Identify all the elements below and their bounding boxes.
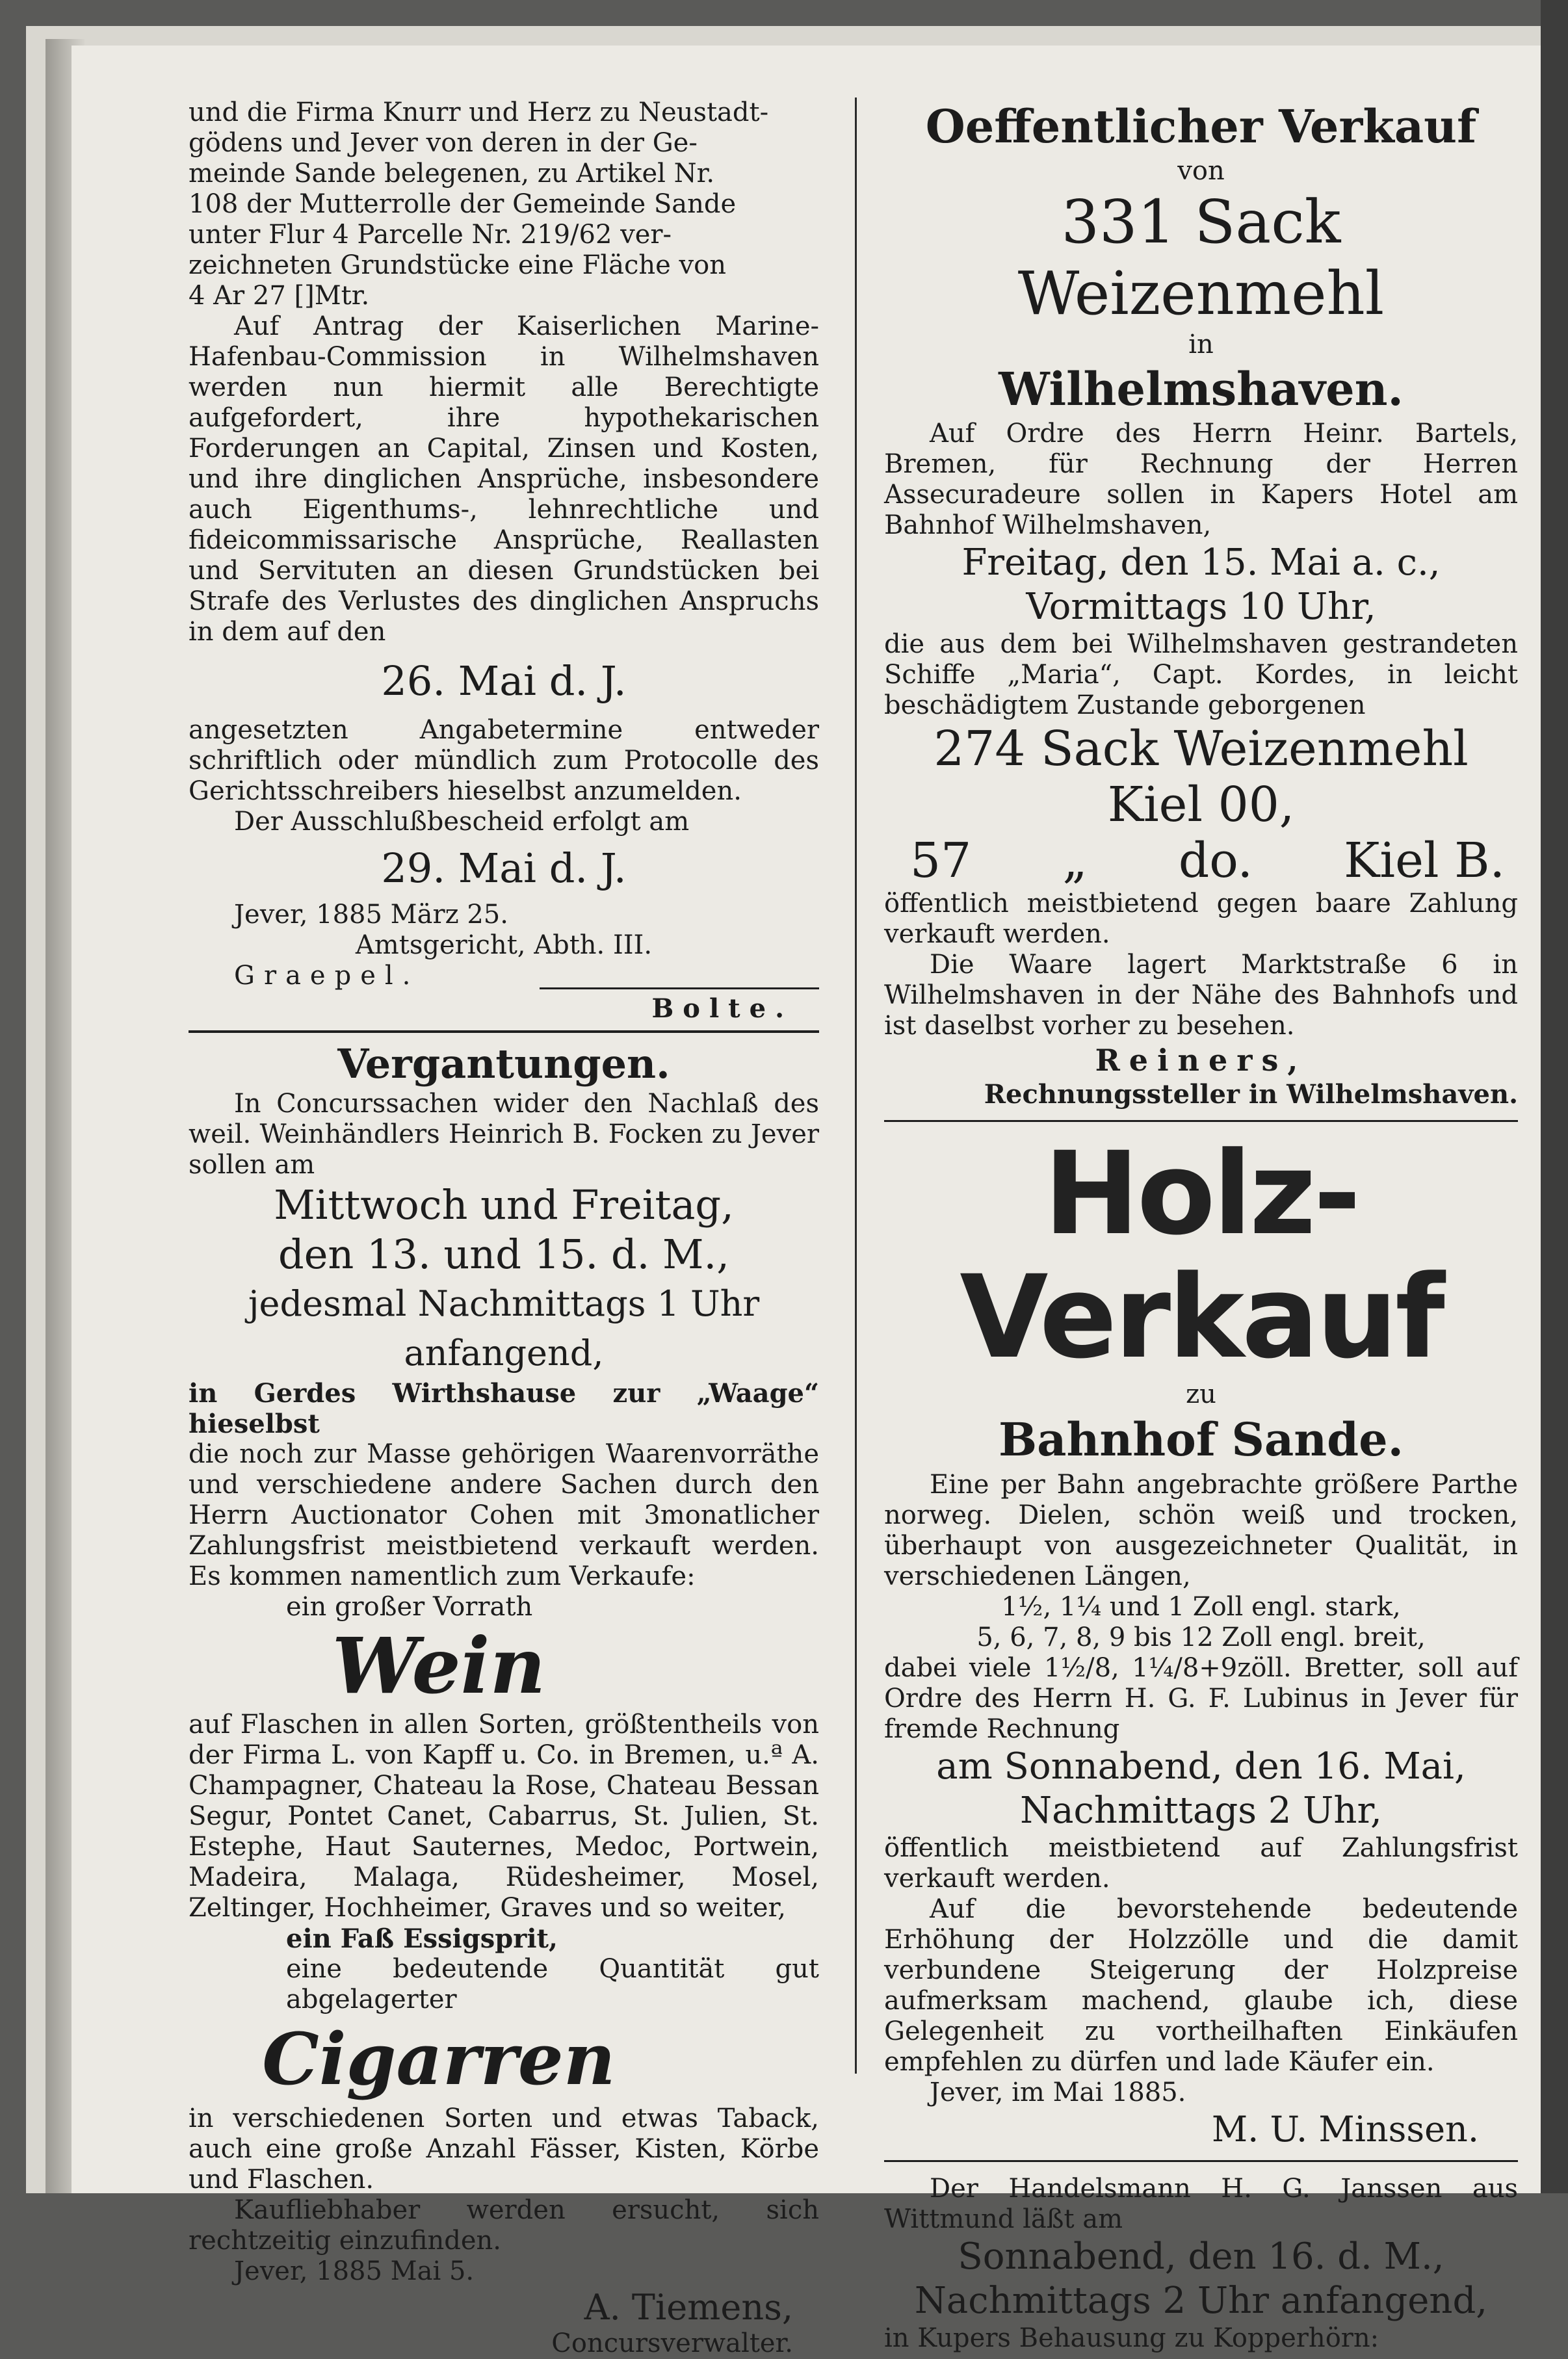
sale-date: am Sonnabend, den 16. Mai,	[936, 1745, 1466, 1788]
continuation-notice	[189, 98, 819, 311]
text-line: gödens und Jever von deren in der Ge-	[189, 128, 698, 158]
quantitaet-line: eine bedeutende Quantität gut abgelagerter	[286, 1954, 819, 2014]
paragraph-parthe: Eine per Bahn angebrachte größere Parthe norweg. Dielen, schön weiß und trocken, überhaupt von ausgezeichneter Qualität, in verschiedenen Längen,	[884, 1470, 1518, 1591]
section-divider	[189, 1030, 819, 1033]
signer-title: Concursverwalter.	[551, 2328, 793, 2358]
auction-time: jedesmal Nachmittags 1 Uhr anfangend,	[248, 1283, 760, 1374]
size-line: 1½, 1¼ und 1 Zoll engl. stark,	[1001, 1592, 1401, 1622]
cigarren-heading: Cigarren	[262, 2017, 616, 2101]
signer: A. Tiemens,	[584, 2287, 793, 2328]
text-line: zeichneten Grundstücke eine Fläche von	[189, 250, 726, 280]
ad-location: Bahnhof Sande.	[998, 1413, 1404, 1466]
signature-rule	[540, 987, 819, 989]
sale-time: Vormittags 10 Uhr,	[1026, 586, 1376, 628]
connector-word: von	[1177, 156, 1225, 186]
paragraph-angesetzt: angesetzten Angabetermine entweder schriftlich oder mündlich zum Protocolle des Gerichtsschreibers hieselbst anzumelden.	[189, 715, 819, 806]
holz-verkauf-heading: Holz-Verkauf	[960, 1127, 1443, 1384]
lot-line: 274 Sack Weizenmehl Kiel 00,	[934, 721, 1469, 833]
ausschluss-line: Der Ausschlußbescheid erfolgt am	[234, 807, 690, 837]
ad-location: Wilhelmshaven.	[999, 362, 1404, 416]
date-heading: 29. Mai d. J.	[381, 844, 627, 892]
signer: Graepel.	[234, 961, 420, 991]
scan-border	[1541, 0, 1568, 2193]
paragraph-oeffentlich: öffentlich meistbietend gegen baare Zahlung verkauft werden.	[884, 889, 1518, 949]
paragraph-janssen: Der Handelsmann H. G. Janssen aus Wittmund läßt am	[884, 2174, 1518, 2234]
text-line: 4 Ar 27 []Mtr.	[189, 281, 370, 311]
section-divider	[884, 2160, 1518, 2162]
paragraph-ordre: Auf Ordre des Herrn Heinr. Bartels, Bremen, für Rechnung der Herren Assecuradeure sollen in Kapers Hotel am Bahnhof Wilhelmshaven,	[884, 419, 1518, 540]
right-column	[884, 98, 1518, 2354]
sale-time: Nachmittags 2 Uhr anfangend,	[914, 2280, 1488, 2322]
signer: M. U. Minssen.	[1211, 2109, 1479, 2150]
ditto-mark: „	[1062, 833, 1088, 889]
vorrath-line: ein großer Vorrath	[286, 1592, 533, 1622]
paragraph-antrag: Auf Antrag der Kaiserlichen Marine-Hafenbau-Commission in Wilhelmshaven werden nun hiermit alle Berechtigte aufgefordert, ihre hypothekarischen Forderungen an Capital, Zinsen und Kosten, und ihre dinglichen Ansprüche, insbesondere auch Eigenthums-, lehnrechtliche und fideicommissarische Ansprüche, Reallasten und Servituten an diesen Grundstücken bei Strafe des Verlustes des dinglichen Anspruchs in dem auf den	[189, 311, 819, 647]
ad-title: Oeffentlicher Verkauf	[925, 99, 1477, 153]
auction-dates: den 13. und 15. d. M.,	[278, 1231, 729, 1278]
signer: Reiners,	[1095, 1043, 1307, 1078]
left-column	[189, 98, 819, 2359]
paragraph-bretter: dabei viele 1½/8, 1¼/8+9zöll. Bretter, soll auf Ordre des Herrn H. G. F. Lubinus in Jever für fremde Rechnung	[884, 1653, 1518, 1744]
essig-line: ein Faß Essigsprit,	[286, 1923, 558, 1954]
paragraph-schiffe: die aus dem bei Wilhelmshaven gestrandeten Schiffe „Maria“, Capt. Kordes, in leicht beschädigtem Zustande geborgenen	[884, 629, 1518, 720]
signer-title: Rechnungssteller in Wilhelmshaven.	[984, 1079, 1518, 1110]
court-line: Amtsgericht, Abth. III.	[355, 930, 653, 960]
place-date: Jever, im Mai 1885.	[930, 2078, 1186, 2107]
text-line: unter Flur 4 Parcelle Nr. 219/62 ver-	[189, 220, 672, 250]
text-line: und die Firma Knurr und Herz zu Neustadt-	[189, 98, 769, 127]
wein-heading: Wein	[332, 1621, 546, 1711]
connector-word: zu	[1186, 1379, 1216, 1409]
section-divider	[884, 1120, 1518, 1122]
paragraph-kauf: Kaufliebhaber werden ersucht, sich rechtzeitig einzufinden.	[189, 2195, 819, 2256]
place-date: Jever, 1885 Mai 5.	[234, 2256, 475, 2286]
sale-place: in Kupers Behausung zu Kopperhörn:	[884, 2323, 1379, 2353]
paragraph-masse: die noch zur Masse gehörigen Waarenvorräthe und verschiedene andere Sachen durch den Herrn Auctionator Cohen mit 3monatlicher Zahlungsfrist meistbietend verkauft werden. Es kommen namentlich zum Verkaufe:	[189, 1439, 819, 1591]
column-rule	[855, 98, 857, 2074]
ditto-word: do.	[1178, 833, 1253, 889]
text-line: 108 der Mutterrolle der Gemeinde Sande	[189, 189, 737, 219]
lot-grade: Kiel B.	[1344, 833, 1505, 889]
section-title: Vergantungen.	[337, 1040, 670, 1088]
sale-time: Nachmittags 2 Uhr,	[1020, 1790, 1382, 1832]
paragraph-waare: Die Waare lagert Marktstraße 6 in Wilhelmshaven in der Nähe des Bahnhofs und ist daselbst vorher zu besehen.	[884, 950, 1518, 1041]
paragraph-zoelle: Auf die bevorstehende bedeutende Erhöhung der Holzzölle und die damit verbundene Steigerung der Holzpreise aufmerksam machend, glaube ich, diese Gelegenheit zu vortheilhaften Einkäufen empfehlen zu dürfen und lade Käufer ein.	[884, 1894, 1518, 2077]
lot-quantity: 57	[910, 833, 972, 889]
paragraph-flaschen: auf Flaschen in allen Sorten, größtentheils von der Firma L. von Kapff u. Co. in Bremen, u.ª A. Champagner, Chateau la Rose, Chateau Bessan Segur, Pontet Canet, Cabarrus, St. Julien, St. Estephe, Haut Sauternes, Medoc, Portwein, Madeira, Malaga, Rüdesheimer, Mosel, Zeltinger, Hochheimer, Graves und so weiter,	[189, 1710, 819, 1923]
paragraph-tabak: in verschiedenen Sorten und etwas Taback, auch eine große Anzahl Fässer, Kisten, Körbe und Flaschen.	[189, 2104, 819, 2195]
date-heading: 26. Mai d. J.	[381, 657, 627, 705]
sale-date: Freitag, den 15. Mai a. c.,	[961, 541, 1441, 584]
connector-word: in	[1188, 330, 1214, 359]
ad-title-main: 331 Sack Weizenmehl	[1017, 187, 1385, 328]
auction-place: in Gerdes Wirthshause zur „Waage“ hieselbst	[189, 1378, 819, 1439]
sale-date: Sonnabend, den 16. d. M.,	[958, 2235, 1444, 2278]
paragraph-oeffentlich: öffentlich meistbietend auf Zahlungsfrist verkauft werden.	[884, 1833, 1518, 1894]
auction-days: Mittwoch und Freitag,	[274, 1181, 734, 1229]
size-line: 5, 6, 7, 8, 9 bis 12 Zoll engl. breit,	[976, 1623, 1426, 1652]
lot-line	[884, 833, 1518, 889]
text-line: meinde Sande belegenen, zu Artikel Nr.	[189, 159, 715, 189]
place-date: Jever, 1885 März 25.	[234, 900, 508, 930]
signer: Bolte.	[651, 993, 793, 1024]
paragraph-intro: In Concurssachen wider den Nachlaß des weil. Weinhändlers Heinrich B. Focken zu Jever sollen am	[189, 1089, 819, 1180]
